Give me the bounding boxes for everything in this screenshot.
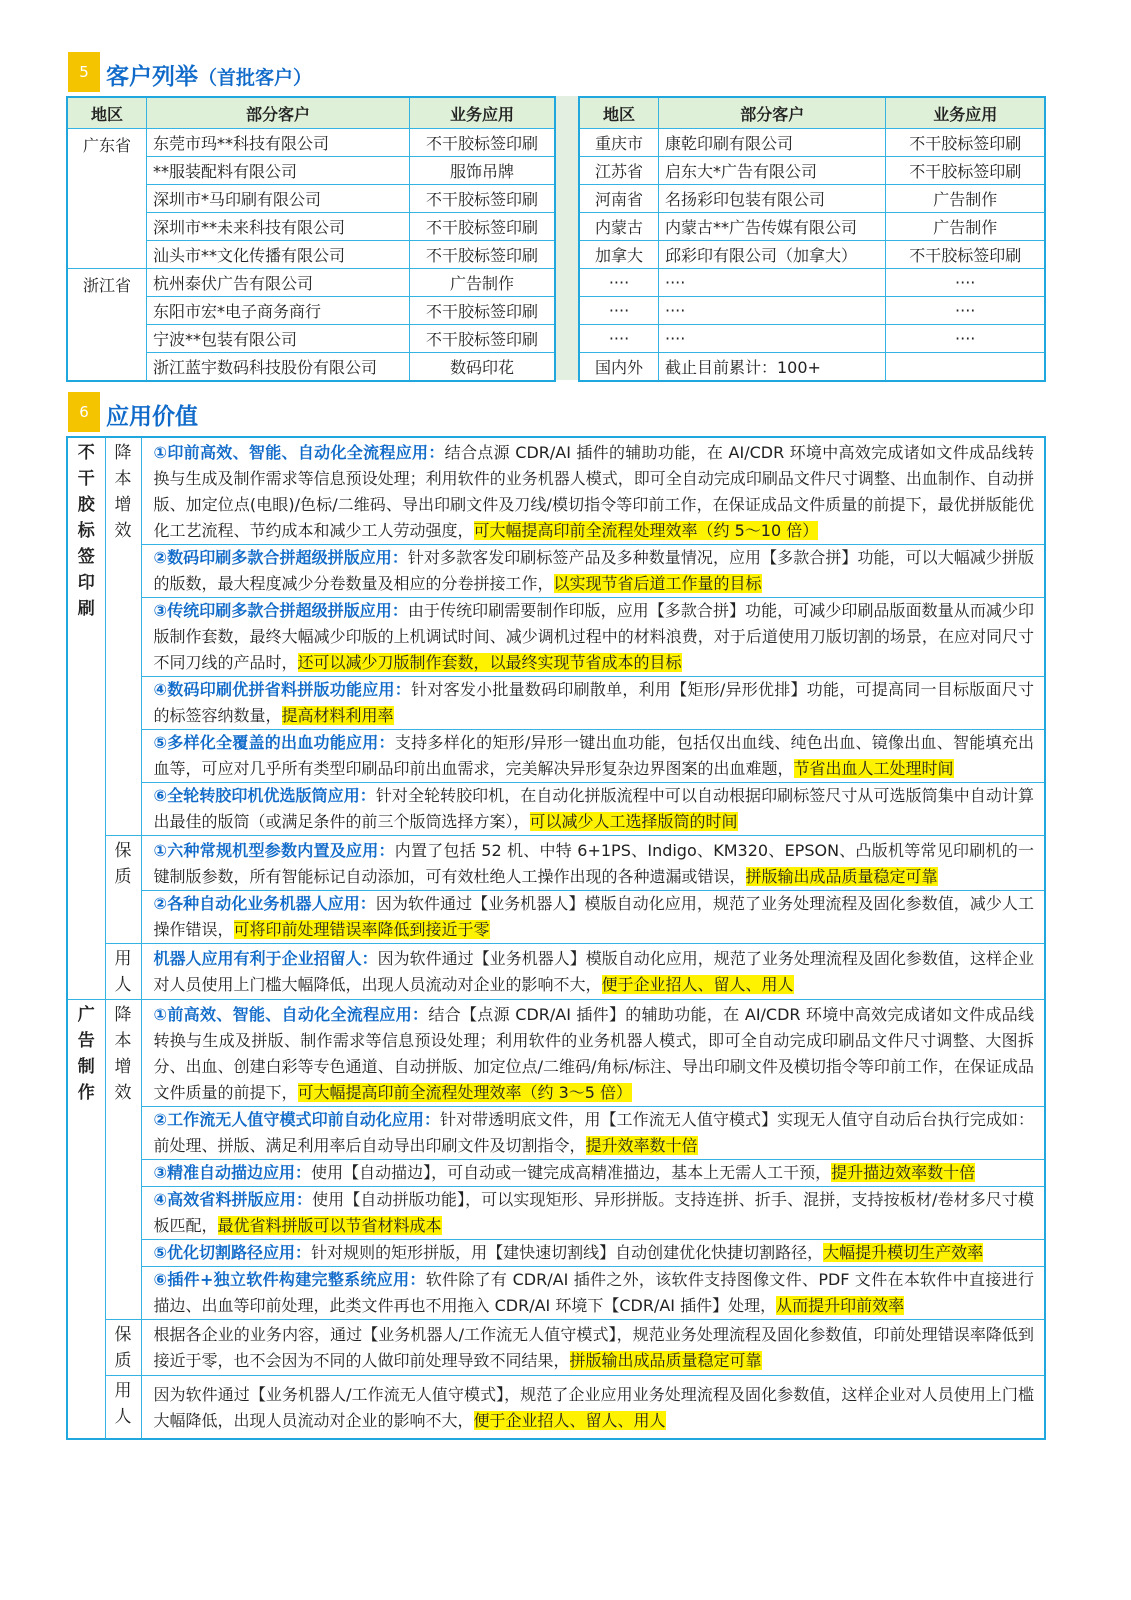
value-item-text: 使用【自动拼版功能】，可以实现矩形、异形拼版。支持连拼、折手、混拼，支持按板材/卷材多尺寸模板匹配， xyxy=(153,1190,1034,1235)
table-row xyxy=(579,269,1045,297)
value-item-text: 内置了包括 52 机、中特 6+1PS、Indigo、KM320、EPSON、凸版机等常见印刷机的一键制版参数，所有智能标记自动添加，可有效杜绝人工操作出现的各种遗漏或错误， xyxy=(153,841,1034,886)
table-row xyxy=(579,325,1045,353)
header-customer: 部分客户 xyxy=(146,97,409,129)
table-row xyxy=(579,297,1045,325)
value-item-text: 由于传统印刷需要制作印版，应用【多款合拼】功能，可减少印刷品版面数量从而减少印版制作套数，最终大幅减少印版的上机调试时间、减少调机过程中的材料浪费，对于后道使用刀版切割的场景，在应对同尺寸不同刀线的产品时， xyxy=(153,601,1034,672)
category-char: 刷 xyxy=(77,599,95,619)
section-5-subtitle: （首批客户） xyxy=(198,67,313,89)
ad-efficiency-items xyxy=(141,1000,1045,1320)
value-item-title: ④数码印刷优拼省料拼版功能应用： xyxy=(153,680,412,699)
subcategory-quality xyxy=(105,1320,141,1376)
application-cell: 不干胶标签印刷 xyxy=(410,297,555,325)
application-cell: 不干胶标签印刷 xyxy=(410,241,555,269)
application-cell: 服饰吊牌 xyxy=(410,157,555,185)
application-cell: 不干胶标签印刷 xyxy=(410,213,555,241)
category-char: 广 xyxy=(77,1005,95,1025)
category-char: 制 xyxy=(77,1057,95,1077)
value-item-text: 针对客发小批量数码印刷散单，利用【矩形/异形优排】功能，可提高同一目标版面尺寸的标签容纳数量， xyxy=(153,680,1034,725)
value-item-title: ⑥全轮转胶印机优选版筒应用： xyxy=(153,786,376,805)
subcategory-char: 增 xyxy=(114,1057,132,1077)
value-item xyxy=(142,838,1045,891)
table-row xyxy=(579,241,1045,269)
value-item-title: ②工作流无人值守模式印前自动化应用： xyxy=(153,1110,441,1129)
subcategory-char: 保 xyxy=(114,1325,132,1345)
value-item xyxy=(142,730,1045,783)
table-row xyxy=(579,157,1045,185)
value-item-title: ②各种自动化业务机器人应用： xyxy=(153,894,376,913)
value-item-text: 因为软件通过【业务机器人/工作流无人值守模式】，规范了企业应用业务处理流程及固化参数值，这样企业对人员使用上门槛大幅降低，出现人员流动对企业的影响不大， xyxy=(153,1385,1034,1430)
value-item-text: 针对规则的矩形拼版，用【建快速切割线】自动创建优化快捷切割路径， xyxy=(311,1243,824,1262)
value-item-highlight: 便于企业招人、留人、用人 xyxy=(473,1411,666,1430)
header-region: 地区 xyxy=(67,97,146,129)
application-cell: 广告制作 xyxy=(410,269,555,297)
customer-cell: 内蒙古**广告传媒有限公司 xyxy=(659,213,886,241)
subcategory-char: 增 xyxy=(114,495,132,515)
application-cell: 不干胶标签印刷 xyxy=(410,129,555,157)
customer-cell: 截止目前累计：100+ xyxy=(659,353,886,382)
value-item xyxy=(142,598,1045,677)
value-item-text: 因为软件通过【业务机器人】模版自动化应用，规范了业务处理流程及固化参数值，减少人工操作错误， xyxy=(153,894,1034,939)
value-item-text: 针对带透明底文件，用【工作流无人值守模式】实现无人值守自动后台执行完成如：前处理、拼版、满足利用率后自动导出印刷文件及切割指令， xyxy=(153,1110,1034,1155)
region-cell: 国内外 xyxy=(579,353,659,382)
application-cell: 不干胶标签印刷 xyxy=(886,129,1045,157)
subcategory-efficiency xyxy=(105,1000,141,1320)
label-hiring-items xyxy=(141,944,1045,1000)
value-item-highlight: 提高材料利用率 xyxy=(281,706,394,725)
value-item-highlight: 从而提升印前效率 xyxy=(776,1296,905,1315)
value-item xyxy=(142,1267,1045,1319)
category-char: 告 xyxy=(77,1031,95,1051)
customer-cell: ···· xyxy=(659,325,886,353)
subcategory-hiring xyxy=(105,944,141,1000)
value-item-highlight: 节省出血人工处理时间 xyxy=(793,759,954,778)
customer-cell: 邱彩印有限公司（加拿大） xyxy=(659,241,886,269)
application-cell: ···· xyxy=(886,269,1045,297)
value-item xyxy=(142,1160,1045,1187)
table-row xyxy=(579,129,1045,157)
value-item xyxy=(142,545,1045,598)
value-item xyxy=(142,1322,1045,1374)
value-item-text: 因为软件通过【业务机器人】模版自动化应用，规范了业务处理流程及固化参数值，这样企业对人员使用上门槛大幅降低，出现人员流动对企业的影响不大， xyxy=(153,949,1034,994)
value-item-text: 使用【自动描边】，可自动或一键完成高精准描边，基本上无需人工干预， xyxy=(311,1163,832,1182)
value-item-text: 针对多款客发印刷标签产品及多种数量情况，应用【多款合拼】功能，可以大幅减少拼版的版数，最大程度减少分卷数量及相应的分卷拼接工作， xyxy=(153,548,1034,593)
value-item-title: ①印前高效、智能、自动化全流程应用： xyxy=(153,443,445,462)
application-cell: 不干胶标签印刷 xyxy=(410,325,555,353)
subcategory-quality xyxy=(105,836,141,944)
value-item xyxy=(142,440,1045,545)
subcategory-char: 本 xyxy=(114,469,132,489)
customer-cell: **服装配料有限公司 xyxy=(146,157,409,185)
ad-quality-items xyxy=(141,1320,1045,1376)
table-separator xyxy=(556,96,578,380)
section-5-header xyxy=(68,52,1048,96)
value-item-title: ⑤多样化全覆盖的出血功能应用： xyxy=(153,733,395,752)
value-item-title: ③精准自动描边应用： xyxy=(153,1163,312,1182)
customer-table-left xyxy=(66,96,556,382)
region-cell: 内蒙古 xyxy=(579,213,659,241)
application-cell: 广告制作 xyxy=(886,185,1045,213)
customer-cell: 杭州泰伏广告有限公司 xyxy=(146,269,409,297)
value-item-text: 针对全轮转胶印机，在自动化拼版流程中可以自动根据印刷标签尺寸从可选版筒集中自动计算出最佳的版筒（或满足条件的前三个版筒选择方案）， xyxy=(153,786,1034,831)
value-item-highlight: 可将印前处理错误率降低到接近于零 xyxy=(233,920,490,939)
section-6-header xyxy=(68,392,1048,436)
value-item-title: 机器人应用有利于企业招留人： xyxy=(153,949,378,968)
region-cell: 江苏省 xyxy=(579,157,659,185)
subcategory-char: 人 xyxy=(114,1407,132,1427)
value-item-highlight: 最优省料拼版可以节省材料成本 xyxy=(217,1216,442,1235)
subcategory-char: 用 xyxy=(114,949,132,969)
subcategory-char: 保 xyxy=(114,841,132,861)
application-cell: 不干胶标签印刷 xyxy=(886,157,1045,185)
customer-cell: 启东大*广告有限公司 xyxy=(659,157,886,185)
label-efficiency-items xyxy=(141,437,1045,836)
application-cell: 不干胶标签印刷 xyxy=(410,185,555,213)
header-application: 业务应用 xyxy=(410,97,555,129)
value-item-title: ②数码印刷多款合拼超级拼版应用： xyxy=(153,548,408,567)
ad-hiring-items xyxy=(141,1376,1045,1440)
table-row xyxy=(67,269,555,297)
value-item xyxy=(142,783,1045,835)
value-item xyxy=(142,677,1045,730)
category-char: 签 xyxy=(77,547,95,567)
category-char: 不 xyxy=(77,443,95,463)
value-item-title: ④高效省料拼版应用： xyxy=(153,1190,313,1209)
customer-cell: 东莞市玛**科技有限公司 xyxy=(146,129,409,157)
section-5-title xyxy=(106,58,312,91)
table-row xyxy=(579,353,1045,382)
region-cell: 浙江省 xyxy=(67,269,146,382)
value-item xyxy=(142,891,1045,943)
value-item xyxy=(142,1382,1045,1434)
value-item-highlight: 以实现节省后道工作量的目标 xyxy=(553,574,762,593)
table-row xyxy=(579,185,1045,213)
customer-cell: 康乾印刷有限公司 xyxy=(659,129,886,157)
category-char: 标 xyxy=(77,521,95,541)
customer-cell: ···· xyxy=(659,297,886,325)
subcategory-char: 降 xyxy=(114,1005,132,1025)
application-cell: ···· xyxy=(886,325,1045,353)
subcategory-hiring xyxy=(105,1376,141,1440)
value-item-text: 结合【点源 CDR/AI 插件】的辅助功能，在 AI/CDR 环境中高效完成诸如文件成品线转换与生成及拼版、制作需求等信息预设处理；利用软件的业务机器人模式，即可全自动完成印刷品文件尺寸调整、大图拆分、出血、创建白彩等专色通道、自动拼版、加定位点/二维码/角标/标注、导出印刷文件及模切指令等印前工作，在保证成品文件质量的前提下， xyxy=(153,1005,1034,1102)
value-item-title: ⑤优化切割路径应用： xyxy=(153,1243,312,1262)
section-5-number: 5 xyxy=(68,52,100,92)
region-cell: ···· xyxy=(579,297,659,325)
value-item xyxy=(142,946,1045,998)
category-char: 作 xyxy=(77,1083,95,1103)
section-6-title: 应用价值 xyxy=(106,404,198,430)
category-char: 胶 xyxy=(77,495,95,515)
application-cell xyxy=(886,353,1045,382)
region-cell: ···· xyxy=(579,325,659,353)
section-6-number: 6 xyxy=(68,392,100,432)
value-item-text: 根据各企业的业务内容，通过【业务机器人/工作流无人值守模式】，规范业务处理流程及固化参数值，印前处理错误率降低到接近于零，也不会因为不同的人做印前处理导致不同结果， xyxy=(153,1325,1034,1370)
subcategory-char: 质 xyxy=(114,1351,132,1371)
subcategory-char: 人 xyxy=(114,975,132,995)
value-item-highlight: 拼版输出成品质量稳定可靠 xyxy=(569,1351,762,1370)
value-item xyxy=(142,1107,1045,1160)
table-row xyxy=(579,213,1045,241)
application-cell: 不干胶标签印刷 xyxy=(886,241,1045,269)
subcategory-char: 效 xyxy=(114,1083,132,1103)
region-cell: 广东省 xyxy=(67,129,146,269)
application-cell: 广告制作 xyxy=(886,213,1045,241)
value-item-text: 支持多样化的矩形/异形一键出血功能，包括仅出血线、纯色出血、镜像出血、智能填充出血等，可应对几乎所有类型印刷品印前出血需求，完美解决异形复杂边界图案的出血难题， xyxy=(153,733,1034,778)
label-quality-items xyxy=(141,836,1045,944)
customer-cell: 东阳市宏*电子商务商行 xyxy=(146,297,409,325)
section-5-title-main: 客户列举 xyxy=(106,64,198,90)
customer-cell: 宁波**包装有限公司 xyxy=(146,325,409,353)
value-item xyxy=(142,1187,1045,1240)
customer-cell: 汕头市**文化传播有限公司 xyxy=(146,241,409,269)
region-cell: 河南省 xyxy=(579,185,659,213)
customer-table-right xyxy=(578,96,1046,382)
value-item-text: 结合点源 CDR/AI 插件的辅助功能，在 AI/CDR 环境中高效完成诸如文件成品线转换与生成及制作需求等信息预设处理；利用软件的业务机器人模式，即可全自动完成印刷品文件尺寸调整、出血制作、自动拼版、加定位点(电眼)/色标/二维码、导出印刷文件及刀线/模切指令等印前工作，在保证成品文件质量的前提下，最优拼版能优化工艺流程、节约成本和减少工人劳动强度， xyxy=(153,443,1034,540)
subcategory-char: 用 xyxy=(114,1381,132,1401)
value-item-title: ①六种常规机型参数内置及应用： xyxy=(153,841,395,860)
value-item-highlight: 可大幅提高印前全流程处理效率（约 5～10 倍） xyxy=(473,521,819,540)
value-item-highlight: 提升描边效率数十倍 xyxy=(831,1163,976,1182)
region-cell: 重庆市 xyxy=(579,129,659,157)
customer-cell: 深圳市**未来科技有限公司 xyxy=(146,213,409,241)
value-item-title: ⑥插件+独立软件构建完整系统应用： xyxy=(153,1270,426,1289)
category-char: 干 xyxy=(77,469,95,489)
customer-cell: 浙江蓝宇数码科技股份有限公司 xyxy=(146,353,409,382)
customer-cell: 深圳市*马印刷有限公司 xyxy=(146,185,409,213)
value-item xyxy=(142,1240,1045,1267)
category-ad-production xyxy=(67,1000,105,1440)
application-value-table xyxy=(66,436,1046,1440)
value-item-highlight: 拼版输出成品质量稳定可靠 xyxy=(745,867,938,886)
category-label-printing xyxy=(67,437,105,1000)
header-customer: 部分客户 xyxy=(659,97,886,129)
table-row xyxy=(67,129,555,157)
region-cell: 加拿大 xyxy=(579,241,659,269)
value-item xyxy=(142,1002,1045,1107)
value-item-title: ①前高效、智能、自动化全流程应用： xyxy=(153,1005,429,1024)
customer-cell: 名扬彩印包装有限公司 xyxy=(659,185,886,213)
value-item-highlight: 可以减少人工选择版筒的时间 xyxy=(529,812,738,831)
application-cell: 数码印花 xyxy=(410,353,555,382)
customer-cell: ···· xyxy=(659,269,886,297)
value-item-title: ③传统印刷多款合拼超级拼版应用： xyxy=(153,601,408,620)
value-item-text: 软件除了有 CDR/AI 插件之外，该软件支持图像文件、PDF 文件在本软件中直接进行描边、出血等印前处理，此类文件再也不用拖入 CDR/AI 环境下【CDR/AI 插件】处理， xyxy=(153,1270,1034,1315)
subcategory-char: 降 xyxy=(114,443,132,463)
header-application: 业务应用 xyxy=(886,97,1045,129)
value-item-highlight: 还可以减少刀版制作套数，以最终实现节省成本的目标 xyxy=(297,653,682,672)
header-region: 地区 xyxy=(579,97,659,129)
value-item-highlight: 提升效率数十倍 xyxy=(585,1136,698,1155)
application-cell: ···· xyxy=(886,297,1045,325)
subcategory-char: 效 xyxy=(114,521,132,541)
value-item-highlight: 便于企业招人、留人、用人 xyxy=(601,975,794,994)
value-item-highlight: 可大幅提高印前全流程处理效率（约 3～5 倍） xyxy=(297,1083,633,1102)
category-char: 印 xyxy=(77,573,95,593)
region-cell: ···· xyxy=(579,269,659,297)
subcategory-efficiency xyxy=(105,437,141,836)
subcategory-char: 质 xyxy=(114,867,132,887)
value-item-highlight: 大幅提升模切生产效率 xyxy=(823,1243,984,1262)
subcategory-char: 本 xyxy=(114,1031,132,1051)
